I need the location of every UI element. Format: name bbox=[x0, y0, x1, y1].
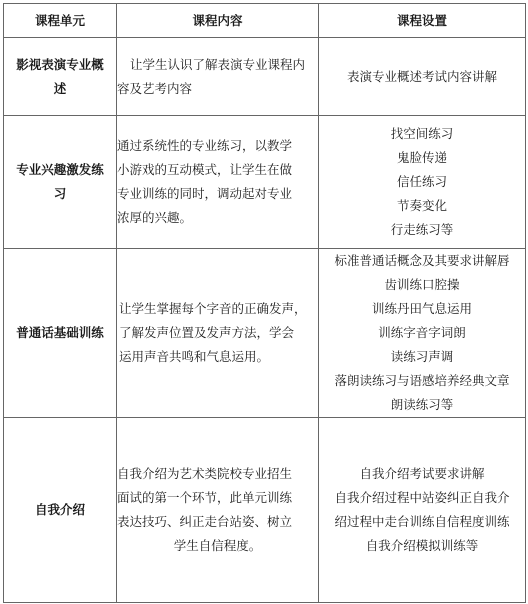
header-unit: 课程单元 bbox=[4, 4, 117, 38]
unit-line: 专业兴趣激发练 bbox=[16, 162, 104, 177]
content-line: 了解发声位置及发声方法，学会 bbox=[119, 325, 295, 340]
settings-cell bbox=[319, 38, 526, 116]
content-line: 表达技巧、纠正走台站姿、树立 bbox=[117, 514, 293, 529]
settings-line: 绍过程中走台训练自信程度训练 bbox=[334, 514, 510, 529]
settings-line: 鬼脸传递 bbox=[396, 150, 447, 165]
settings-line: 节奏变化 bbox=[396, 198, 447, 213]
settings-line: 信任练习 bbox=[396, 174, 447, 189]
course-table bbox=[3, 3, 526, 603]
content-line: 小游戏的互动模式，让学生在做 bbox=[117, 162, 293, 177]
settings-line: 读练习声调 bbox=[390, 349, 454, 364]
table-row bbox=[4, 116, 526, 249]
settings-line: 标准普通话概念及其要求讲解唇 bbox=[334, 253, 510, 268]
content-cell bbox=[117, 38, 319, 116]
content-cell bbox=[117, 418, 319, 603]
settings-line: 自我介绍过程中站姿纠正自我介 bbox=[334, 490, 510, 505]
settings-line: 表演专业概述考试内容讲解 bbox=[346, 68, 497, 84]
settings-line: 训练丹田气息运用 bbox=[371, 301, 472, 316]
header-settings: 课程设置 bbox=[319, 4, 526, 38]
content-line: 学生自信程度。 bbox=[173, 538, 262, 553]
content-line: 专业训练的同时，调动起对专业 bbox=[117, 186, 293, 201]
unit-line: 影视表演专业概 bbox=[16, 56, 104, 72]
unit-line: 普通话基础训练 bbox=[16, 325, 104, 340]
content-line: 通过系统性的专业练习，以教学 bbox=[117, 138, 293, 153]
content-line: 让学生认识了解表演专业课程内 bbox=[129, 56, 305, 72]
content-line: 自我介绍为艺术类院校专业招生 bbox=[117, 466, 293, 481]
unit-cell bbox=[4, 249, 117, 418]
content-line: 让学生掌握每个字音的正确发声， bbox=[119, 301, 307, 316]
header-content: 课程内容 bbox=[117, 4, 319, 38]
settings-line: 自我介绍考试要求讲解 bbox=[359, 466, 485, 481]
unit-cell bbox=[4, 116, 117, 249]
unit-cell bbox=[4, 418, 117, 603]
settings-cell bbox=[319, 418, 526, 603]
unit-line: 自我介绍 bbox=[34, 502, 85, 517]
table-row bbox=[4, 249, 526, 418]
table-header-row bbox=[4, 4, 526, 38]
table-row bbox=[4, 38, 526, 116]
settings-line: 训练字音字词朗 bbox=[378, 325, 466, 340]
content-line: 浓厚的兴趣。 bbox=[117, 210, 193, 225]
content-line: 容及艺考内容 bbox=[117, 80, 193, 96]
unit-line: 述 bbox=[53, 80, 67, 96]
settings-line: 落朗读练习与语感培养经典文章 bbox=[334, 373, 510, 388]
settings-line: 行走练习等 bbox=[390, 222, 454, 237]
settings-line: 齿训练口腔操 bbox=[384, 277, 460, 292]
unit-line: 习 bbox=[53, 186, 67, 201]
settings-line: 朗读练习等 bbox=[390, 397, 454, 412]
settings-cell bbox=[319, 249, 526, 418]
settings-line: 自我介绍模拟训练等 bbox=[365, 538, 479, 553]
unit-cell bbox=[4, 38, 117, 116]
table-row bbox=[4, 418, 526, 603]
content-cell bbox=[117, 116, 319, 249]
content-cell bbox=[117, 249, 319, 418]
content-line: 面试的第一个环节，此单元训练 bbox=[117, 490, 293, 505]
settings-cell bbox=[319, 116, 526, 249]
content-line: 运用声音共鸣和气息运用。 bbox=[119, 349, 270, 364]
settings-line: 找空间练习 bbox=[390, 126, 454, 141]
